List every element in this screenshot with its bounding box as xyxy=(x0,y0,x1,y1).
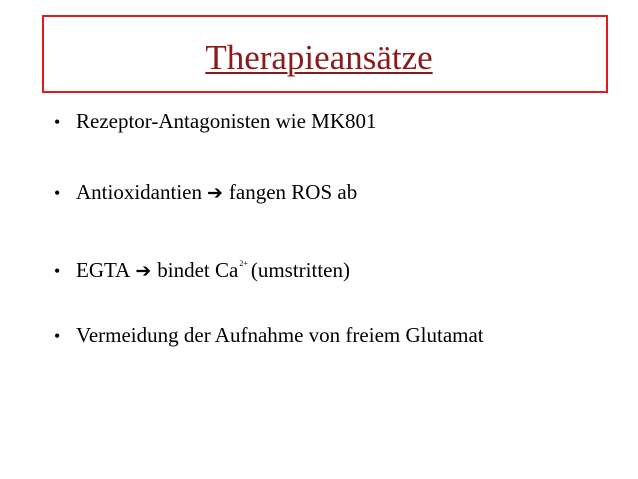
arrow-right-icon: ➔ xyxy=(135,260,152,282)
arrow-right-icon: ➔ xyxy=(206,182,223,204)
bullet-text: Vermeidung der Aufnahme von freiem Glutamat xyxy=(76,323,484,347)
slide-title: Therapieansätze xyxy=(205,38,433,77)
bullet-dot-icon: • xyxy=(54,261,61,281)
bullet-text-after: bindet Ca xyxy=(157,258,239,282)
bullet-text-tail: (umstritten) xyxy=(250,258,350,282)
bullet-dot-icon: • xyxy=(54,326,61,346)
bullet-item-glutamate xyxy=(54,320,484,350)
bullet-text-before: Antioxidantien xyxy=(76,180,202,204)
calcium-charge-superscript: 2+ xyxy=(239,259,248,268)
bullet-text-after: fangen ROS ab xyxy=(228,180,358,204)
bullet-item-receptor-antagonists xyxy=(54,106,377,136)
bullet-dot-icon: • xyxy=(54,183,61,203)
bullet-text: Rezeptor-Antagonisten wie MK801 xyxy=(76,109,377,133)
bullet-item-egta xyxy=(54,249,350,282)
bullet-dot-icon: • xyxy=(54,112,61,132)
bullet-item-antioxidants xyxy=(54,177,357,207)
bullet-text-before: EGTA xyxy=(76,258,131,282)
